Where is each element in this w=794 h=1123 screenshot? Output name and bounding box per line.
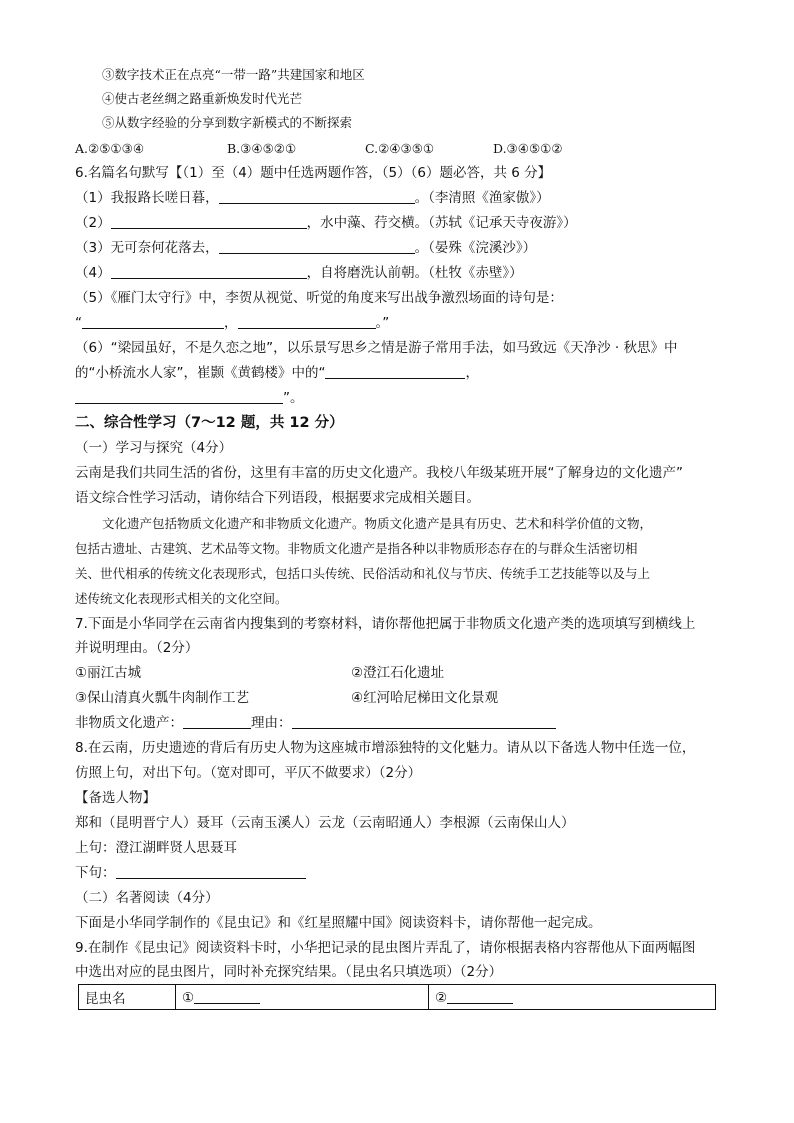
q6-l4-pre: （4） (75, 265, 111, 281)
q6-l2-post: ，水中藻、荇交横。（苏轼《记承天寺夜游》） (306, 215, 577, 231)
passage-line-2: 包括古遗址、古建筑、艺术品等文物。非物质文化遗产是指各种以非物质形态存在的与群众生活密切相 (75, 541, 638, 556)
section-2-title: 二、综合性学习（7～12 题，共 12 分） (75, 415, 344, 431)
q7-answer-line (75, 713, 556, 733)
q7-option-4: ④红河哈尼梯田文化景观 (351, 690, 499, 706)
answer-blank[interactable] (292, 714, 556, 729)
q6-line-1 (75, 188, 550, 208)
q9-line-1: 9.在制作《昆虫记》阅读资料卡时，小华把记录的昆虫图片弄乱了，请你根据表格内容帮他从下面两幅图 (75, 940, 696, 956)
subsection-2-title: （二）名著阅读（4分） (75, 890, 219, 906)
q6-line-6c (75, 388, 304, 408)
q5-item-3: ③数字技术正在点亮“一带一路”共建国家和地区 (102, 67, 365, 82)
q6-l2-pre: （2） (75, 215, 111, 231)
cell-number-1: ① (182, 989, 195, 1006)
q5-item-4: ④使古老丝绸之路重新焕发时代光芒 (102, 91, 303, 106)
comma: ， (465, 365, 479, 381)
q7-option-3: ③保山清真火瓢牛肉制作工艺 (75, 690, 250, 706)
q6-line-6b (75, 363, 479, 383)
q8-answer-label: 下句： (75, 865, 116, 881)
q9-line-2: 中选出对应的昆虫图片，同时补充探究结果。（昆虫名只填选项）（2分） (75, 964, 503, 980)
q5-option-b: B.③④⑤②① (227, 141, 297, 156)
q7-answer-label: 非物质文化遗产： (75, 715, 183, 731)
q6-title: 6.名篇名句默写【（1）至（4）题中任选两题作答，（5）（6）题必答，共 6 分】 (75, 165, 552, 181)
q6-l4-post: ，自将磨洗认前朝。（杜牧《赤壁》） (306, 265, 523, 281)
quote-open: “ (75, 315, 82, 331)
passage-line-1: 文化遗产包括物质文化遗产和非物质文化遗产。物质文化遗产是具有历史、艺术和科学价值的文物， (102, 516, 653, 531)
q8-line-4: 郑和（昆明晋宁人）聂耳（云南玉溪人）云龙（云南昭通人）李根源（云南保山人） (75, 815, 575, 831)
cell-number-2: ② (435, 989, 448, 1006)
answer-blank[interactable] (116, 864, 306, 879)
q6-line-6: （6）“梁园虽好，不是久恋之地”，以乐景写思乡之情是游子常用手法，如马致远《天净沙 · 秋思》中 (75, 340, 678, 356)
passage-line-4: 述传统文化表现形式相关的文化空间。 (75, 591, 288, 606)
answer-blank[interactable] (447, 989, 513, 1004)
subsection-2-intro: 下面是小华同学制作的《昆虫记》和《红星照耀中国》阅读资料卡，请你帮他一起完成。 (75, 915, 602, 931)
subsection-1-title: （一）学习与探究（4分） (75, 440, 233, 456)
q7-option-2: ②澄江石化遗址 (351, 665, 445, 681)
q6-line-5-answer (75, 313, 389, 333)
answer-blank[interactable] (194, 989, 260, 1004)
q6-l1-pre: （1）我报路长嗟日暮， (75, 190, 219, 206)
q6-line-4 (75, 263, 523, 283)
answer-blank[interactable] (75, 389, 283, 404)
q5-item-5: ⑤从数字经验的分享到数字新模式的不断探索 (102, 115, 353, 130)
passage-line-3: 关、世代相承的传统文化表现形式，包括口头传统、民俗活动和礼仪与节庆、传统手工艺技能等以及与上 (75, 566, 651, 581)
q5-option-c: C.②④③⑤① (365, 141, 435, 156)
comma: ， (224, 315, 238, 331)
q8-line-3: 【备选人物】 (75, 790, 156, 806)
answer-blank[interactable] (219, 189, 415, 204)
q5-option-d: D.③④⑤①② (493, 141, 563, 156)
q7-options-row-1 (75, 663, 444, 683)
q7-line-2: 并说明理由。（2分） (75, 640, 199, 656)
q7-line-1: 7.下面是小华同学在云南省内搜集到的考察材料，请你帮他把属于非物质文化遗产类的选项填写到横线上 (75, 616, 696, 632)
q8-line-2: 仿照上句，对出下句。（宽对即可，平仄不做要求）（2分） (75, 765, 422, 781)
q7-reason-label: 理由： (251, 715, 292, 731)
q7-option-1: ①丽江古城 (75, 665, 142, 681)
table-cell (176, 985, 429, 1010)
q8-line-1: 8.在云南，历史遗迹的背后有历史人物为这座城市增添独特的文化魅力。请从以下备选人物中任选一位， (75, 740, 696, 756)
q6-line-2 (75, 213, 577, 233)
q8-line-5: 上句：澄江湖畔贤人思聂耳 (75, 840, 237, 856)
table-cell (429, 985, 716, 1010)
q7-options-row-2 (75, 688, 498, 708)
answer-blank[interactable] (183, 714, 251, 729)
answer-blank[interactable] (219, 239, 415, 254)
q5-option-a: A.②⑤①③④ (75, 141, 145, 156)
q6-l6-pre: 的“小桥流水人家”，崔颢《黄鹤楼》中的“ (75, 365, 326, 381)
q5-options (75, 139, 563, 159)
q6-l3-post: 。（晏殊《浣溪沙》） (414, 240, 537, 256)
q8-line-6 (75, 863, 306, 883)
table-header-cell: 昆虫名 (79, 985, 176, 1010)
intro-line-2: 语文综合性学习活动，请你结合下列语段，根据要求完成相关题目。 (75, 490, 480, 506)
quote-close: 。” (375, 315, 390, 331)
q6-l1-post: 。（李清照《渔家傲》） (414, 190, 550, 206)
q6-line-5: （5）《雁门太守行》中，李贺从视觉、听觉的角度来写出战争激烈场面的诗句是： (75, 290, 563, 306)
table-row (79, 985, 716, 1010)
answer-blank[interactable] (325, 364, 465, 379)
intro-line-1: 云南是我们共同生活的省份，这里有丰富的历史文化遗产。我校八年级某班开展“了解身边的文化遗产” (75, 465, 683, 481)
answer-blank[interactable] (82, 314, 224, 329)
answer-blank[interactable] (238, 314, 376, 329)
answer-blank[interactable] (111, 264, 307, 279)
insect-table (78, 984, 716, 1010)
quote-close: ”。 (283, 390, 304, 406)
q6-l3-pre: （3）无可奈何花落去， (75, 240, 219, 256)
q6-line-3 (75, 238, 536, 258)
answer-blank[interactable] (111, 214, 307, 229)
